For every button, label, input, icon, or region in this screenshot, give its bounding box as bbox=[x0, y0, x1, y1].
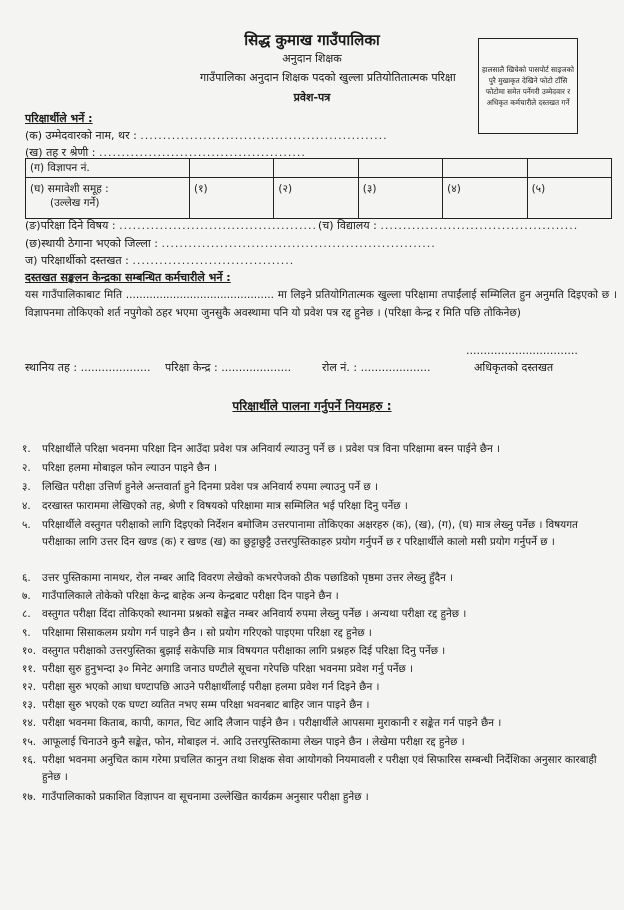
group-cell-4[interactable]: (४) bbox=[443, 178, 527, 219]
name-label: (क) उम्मेदवारको नाम, थर : bbox=[25, 129, 137, 142]
ad-number-cell-4[interactable] bbox=[443, 159, 527, 178]
office-section-heading: दस्तखत सङ्कलन केन्द्रका सम्बन्धित कर्मचारीले भर्ने : bbox=[25, 271, 231, 284]
rule-item bbox=[22, 517, 618, 551]
subject-label: (ङ)परिक्षा दिने विषय : bbox=[25, 219, 116, 232]
rule-text: गाउँपालिकाले तोकेको परिक्षा केन्द्र बाहेक अन्य केन्द्रबाट परीक्षा दिन पाइने छैन । bbox=[42, 590, 339, 602]
school-field[interactable] bbox=[318, 218, 578, 233]
candidate-signature-field[interactable] bbox=[25, 253, 294, 268]
subtitle-line-2: गाउँपालिका अनुदान शिक्षक पदको खुल्ला प्रतियोतितात्मक परिक्षा bbox=[200, 71, 456, 84]
rule-item bbox=[22, 789, 618, 806]
rule-number: १६. bbox=[22, 754, 37, 766]
rule-number: ४. bbox=[22, 500, 31, 512]
rule-number: १४. bbox=[22, 717, 37, 729]
photo-box[interactable] bbox=[478, 38, 578, 134]
rule-text: गाउँपालिकाको प्रकाशित विज्ञापन वा सूचनामा उल्लेखित कार्यक्रम अनुसार परीक्षा हुनेछ । bbox=[42, 791, 369, 803]
rule-item bbox=[22, 752, 618, 786]
rule-number: १०. bbox=[22, 645, 37, 657]
rule-number: ३. bbox=[22, 481, 31, 493]
rule-number: १३. bbox=[22, 699, 37, 711]
rule-item bbox=[22, 570, 618, 587]
candidate-section-heading: परिक्षार्थीले भर्ने : bbox=[25, 112, 93, 125]
rule-number: १५. bbox=[22, 736, 37, 748]
rule-text: परीक्षा सुरु हुनुभन्दा ३० मिनेट अगाडि जनाउ घण्टीले सूचना गरेपछि परिक्षा भवनमा प्रवेश गर्नु पर्नेछ । bbox=[42, 663, 414, 675]
group-cell-1[interactable]: (१) bbox=[190, 178, 274, 219]
rule-item bbox=[22, 606, 618, 623]
ad-number-cell-5[interactable] bbox=[527, 159, 611, 178]
rule-text: परिक्षा हलमा मोबाइल फोन ल्याउन पाइने छैन । bbox=[42, 462, 218, 474]
subject-field[interactable] bbox=[25, 218, 317, 233]
rule-item bbox=[22, 479, 618, 496]
rule-number: ७. bbox=[22, 590, 31, 602]
rule-number: ८. bbox=[22, 608, 31, 620]
rule-text: वस्तुगत परीक्षाको उत्तरपुस्तिका बुझाई सकेपछि मात्र विषयगत परीक्षाका लागि प्रश्नहरु दिई परिक्षा दिनु पर्नेछ । bbox=[42, 645, 446, 657]
district-label: (छ)स्थायी ठेगाना भएको जिल्ला : bbox=[25, 237, 158, 250]
rule-text: परीक्षा सुरु भएको एक घण्टा व्यतित नभए सम्म परिक्षा भवनबाट बाहिर जान पाइने छैन । bbox=[42, 699, 370, 711]
name-field[interactable] bbox=[25, 128, 388, 143]
group-cell-5[interactable]: (५) bbox=[527, 178, 611, 219]
rule-item bbox=[22, 498, 618, 515]
rule-item bbox=[22, 734, 618, 751]
org-title: सिद्ध कुमाख गाउँपालिका bbox=[244, 31, 380, 49]
rule-item bbox=[22, 460, 618, 477]
rule-number: ११. bbox=[22, 663, 37, 675]
level-dotted-line: .............................................. bbox=[98, 146, 306, 159]
local-level-field[interactable]: स्थानिय तह : .................... bbox=[25, 361, 151, 374]
rule-text: दरखास्त फाराममा लेखिएको तह, श्रेणी र विषयको परिक्षामा मात्र सम्मिलित भई परिक्षा दिनु पर्नेछ । bbox=[42, 500, 408, 512]
rule-item bbox=[22, 697, 618, 714]
authority-sign-line: ................................ bbox=[466, 344, 578, 357]
ad-number-cell-2[interactable] bbox=[274, 159, 358, 178]
rule-text: आफूलाई चिनाउने कुनै सङ्केत, फोन, मोबाइल नं. आदि उत्तरपुस्तिकामा लेख्न पाइने छैन । लेखेमा परीक्षा रद्द हुनेछ । bbox=[42, 736, 465, 748]
rule-item bbox=[22, 588, 618, 605]
inclusive-group-note: (उल्लेख गर्ने) bbox=[50, 197, 100, 209]
school-dotted-line: ............................................ bbox=[380, 219, 579, 232]
rule-text: उत्तर पुस्तिकामा नामथर, रोल नम्बर आदि विवरण लेखेको कभरपेजको ठीक पछाडिको पृष्ठमा उत्तर लेख्नु हुँदैन । bbox=[42, 572, 454, 584]
rule-item bbox=[22, 441, 618, 458]
exam-center-field[interactable]: परिक्षा केन्द्र : .................... bbox=[165, 361, 292, 374]
rule-number: १. bbox=[22, 443, 31, 455]
rule-number: १७. bbox=[22, 791, 37, 803]
rule-text: परीक्षा सुरु भएको आधा घण्टापछि आउने परीक्षार्थीलाई परीक्षा हलमा प्रवेश गर्न दिइने छैन । bbox=[42, 681, 380, 693]
rule-text: वस्तुगत परीक्षा दिंदा तोकिएको स्थानमा प्रश्नको सङ्केत नम्बर अनिवार्य रुपमा लेख्नु पर्नेछ । अन्यथा परीक्षा रद्द हुनेछ । bbox=[42, 608, 467, 620]
district-dotted-line: ............................................................. bbox=[161, 237, 436, 250]
school-label: (च) विद्यालय : bbox=[318, 219, 377, 232]
name-dotted-line: ....................................................... bbox=[140, 129, 388, 142]
inclusive-group-label bbox=[26, 178, 190, 219]
subject-dotted-line: ............................................ bbox=[119, 219, 317, 232]
rule-item bbox=[22, 661, 618, 678]
rule-item bbox=[22, 715, 618, 732]
rule-number: १२. bbox=[22, 681, 37, 693]
ad-number-cell-3[interactable] bbox=[358, 159, 442, 178]
rule-number: ६. bbox=[22, 572, 31, 584]
rule-item bbox=[22, 643, 618, 660]
rule-text: लिखित परीक्षा उत्तिर्ण हुनेले अन्तवार्ता हुने दिनमा प्रवेश पत्र अनिवार्य रुपमा ल्याउनु पर्ने छ । bbox=[42, 481, 378, 493]
ad-number-cell-1[interactable] bbox=[190, 159, 274, 178]
rule-text: परिक्षार्थीले वस्तुगत परीक्षाको लागि दिइएको निर्देशन बमोजिम उत्तरपानामा तोकिएका अक्षरहरु (क), (ख), (ग), (घ) मात्र लेख्नु पर्नेछ । विषयगत परीक्षाका लागि उत्तर दिन खण्ड (क) र खण्ड (ख) का छुट्टाछुट्टै उत्तरपुस्तिकाहरु प्रयोग गर्नुपर्ने छ र परिक्षार्थीले कालो मसी प्रयोग गर्नुपर्ने छ । bbox=[42, 519, 578, 548]
inclusive-group-title: (घ) समावेशी समूह : bbox=[30, 183, 109, 195]
subtitle-line-1: अनुदान शिक्षक bbox=[282, 52, 342, 65]
district-field[interactable] bbox=[25, 236, 436, 251]
candidate-signature-label: ज) परिक्षार्थीको दस्तखत : bbox=[25, 254, 129, 267]
rules-title: परिक्षार्थीले पालना गर्नुपर्ने नियमहरु : bbox=[232, 399, 392, 413]
candidate-signature-dotted-line: .................................... bbox=[132, 254, 295, 267]
rule-item bbox=[22, 679, 618, 696]
rule-number: ५. bbox=[22, 519, 31, 531]
rule-item bbox=[22, 625, 618, 642]
level-label: (ख) तह र श्रेणी : bbox=[25, 146, 96, 159]
rule-number: ९. bbox=[22, 627, 31, 639]
rule-text: परिक्षामा सिसाकलम प्रयोग गर्न पाइने छैन । सो प्रयोग गरिएको पाइएमा परिक्षा रद्द हुनेछ । bbox=[42, 627, 372, 639]
photo-box-instructions: हालसालै खिचेको पासपोर्ट साइजको पुरै मुखाकृत देखिने फोटो टाँसि फोटोमा समेत पर्नेगरी उम्मेदवार र अधिकृत कर्मचारीले दस्तखत गर्ने bbox=[481, 65, 575, 107]
permission-paragraph: यस गाउँपालिकाबाट मिति ............................................ मा लिइने प्रतियोगितात्मक खुल्ला परिक्षामा तपाईंलाई सम्मिलित हुन अनुमति दिइएको छ । विज्ञापनमा तोकिएको शर्त नपुगेको ठहर भएमा जुनसुकै अवस्थामा पनि यो प्रवेश पत्र रद्द हुनेछ । (परिक्षा केन्द्र र मिति पछि तोकिनेछ) bbox=[25, 289, 617, 319]
rule-text: परिक्षार्थीले परिक्षा भवनमा परिक्षा दिन आउँदा प्रवेश पत्र अनिवार्य ल्याउनु पर्ने छ । प्रवेश पत्र विना परिक्षामा बस्न पाईने छैन । bbox=[42, 443, 501, 455]
rule-text: परीक्षा भवनमा अनुचित काम गरेमा प्रचलित कानुन तथा शिक्षक सेवा आयोगको नियमावली र परीक्षा एवं सिफारिस सम्बन्धी निर्देशिका अनुसार कारबाही हुनेछ । bbox=[42, 754, 597, 783]
authority-signature-label: अधिकृतको दस्तखत bbox=[474, 361, 554, 374]
group-cell-2[interactable]: (२) bbox=[274, 178, 358, 219]
ad-number-label: (ग) विज्ञापन नं. bbox=[26, 159, 190, 178]
ad-group-table bbox=[25, 158, 612, 219]
rule-number: २. bbox=[22, 462, 31, 474]
rule-text: परीक्षा भवनमा किताब, कापी, कागत, चिट आदि लैजान पाईने छैन । परीक्षार्थीले आपसमा मुराकानी र सङ्केत गर्न पाइने छैन । bbox=[42, 717, 502, 729]
group-cell-3[interactable]: (३) bbox=[358, 178, 442, 219]
roll-number-field[interactable]: रोल नं. : .................... bbox=[322, 361, 431, 374]
admit-card-title: प्रवेश-पत्र bbox=[293, 91, 331, 104]
